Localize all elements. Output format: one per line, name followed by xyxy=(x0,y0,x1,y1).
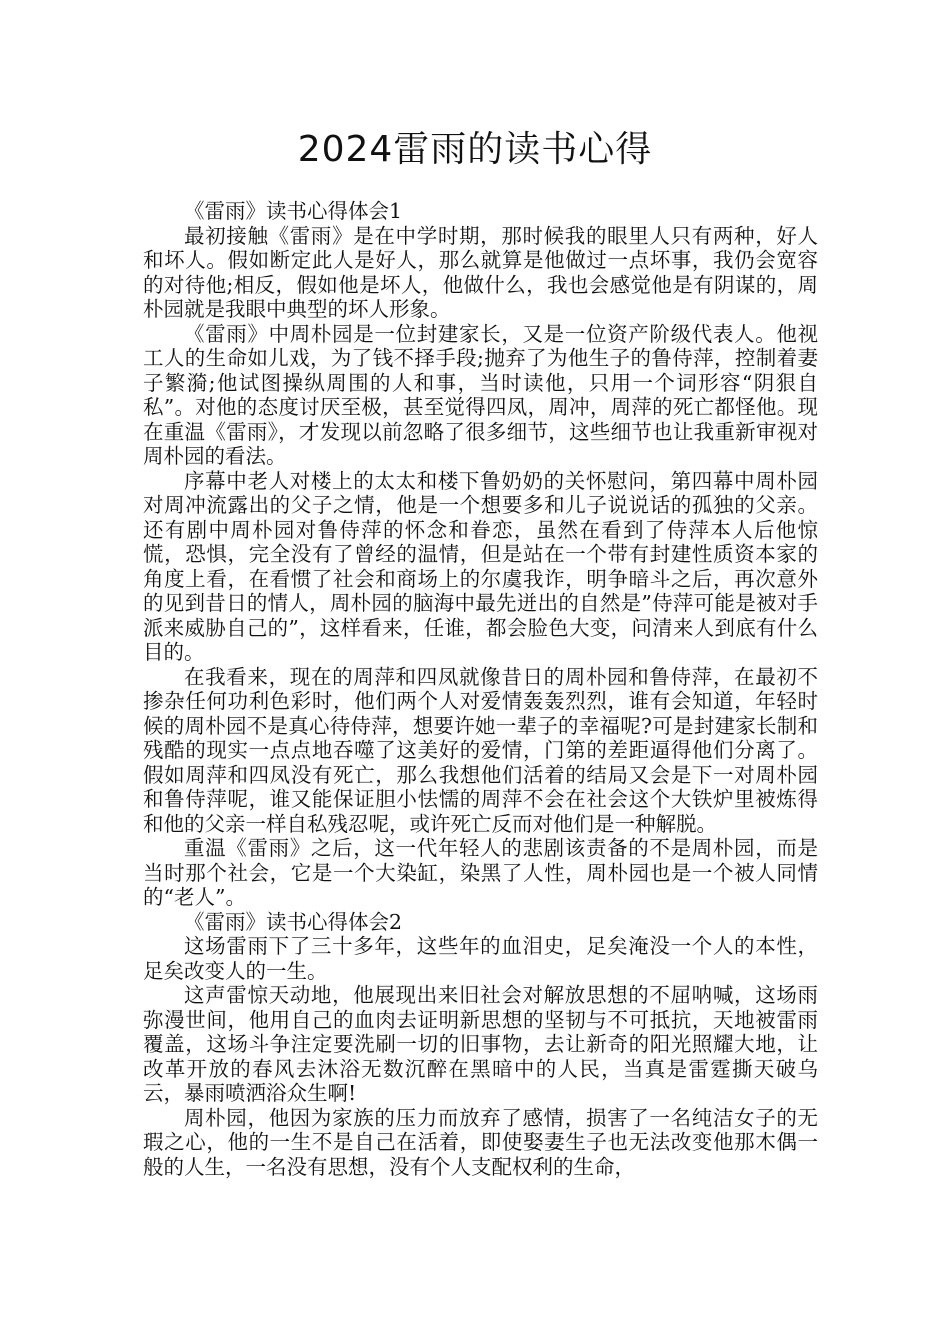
paragraph: 周朴园，他因为家族的压力而放弃了感情，损害了一名纯洁女子的无瑕之心，他的一生不是自己在活着，即使娶妻生子也无法改变他那木偶一般的人生，一名没有思想，没有个人支配权利的生命， xyxy=(143,1105,818,1179)
paragraph: 最初接触《雷雨》是在中学时期，那时候我的眼里人只有两种，好人和坏人。假如断定此人是好人，那么就算是他做过一点坏事，我仍会宽容的对待他;相反，假如他是坏人，他做什么，我也会感觉他是有阴谋的，周朴园就是我眼中典型的坏人形象。 xyxy=(143,223,818,321)
paragraph: 重温《雷雨》之后，这一代年轻人的悲剧该责备的不是周朴园，而是当时那个社会，它是一个大染缸，染黑了人性，周朴园也是一个被人同情的“老人”。 xyxy=(143,836,818,909)
section-heading-2: 《雷雨》读书心得体会2 xyxy=(184,909,403,934)
section-heading-1: 《雷雨》读书心得体会1 xyxy=(184,199,403,223)
document-title: 2024雷雨的读书心得 xyxy=(297,129,653,170)
paragraph: 这场雷雨下了三十多年，这些年的血泪史，足矣淹没一个人的本性，足矣改变人的一生。 xyxy=(143,934,818,983)
paragraph: 《雷雨》中周朴园是一位封建家长，又是一位资产阶级代表人。他视工人的生命如儿戏，为了钱不择手段;抛弃了为他生子的鲁侍萍，控制着妻子繁漪;他试图操纵周围的人和事，当时读他，只用一个词形容“阴狠自私”。对他的态度讨厌至极，甚至觉得四凤，周冲，周萍的死亡都怪他。现在重温《雷雨》，才发现以前忽略了很多细节，这些细节也让我重新审视对周朴园的看法。 xyxy=(143,321,818,468)
paragraph: 在我看来，现在的周萍和四凤就像昔日的周朴园和鲁侍萍，在最初不掺杂任何功利色彩时，他们两个人对爱情轰轰烈烈，谁有会知道，年轻时候的周朴园不是真心待侍萍，想要许她一辈子的幸福呢?可是封建家长制和残酷的现实一点点地吞噬了这美好的爱情，门第的差距逼得他们分离了。假如周萍和四凤没有死亡，那么我想他们活着的结局又会是下一对周朴园和鲁侍萍呢，谁又能保证胆小怯懦的周萍不会在社会这个大铁炉里被炼得和他的父亲一样自私残忍呢，或许死亡反而对他们是一种解脱。 xyxy=(143,664,818,836)
paragraph: 序幕中老人对楼上的太太和楼下鲁奶奶的关怀慰问，第四幕中周朴园对周冲流露出的父子之情，他是一个想要多和儿子说说话的孤独的父亲。还有剧中周朴园对鲁侍萍的怀念和眷恋，虽然在看到了侍萍本人后他惊慌，恐惧，完全没有了曾经的温情，但是站在一个带有封建性质资本家的角度上看，在看惯了社会和商场上的尔虞我诈，明争暗斗之后，再次意外的见到昔日的情人，周朴园的脑海中最先迸出的自然是”侍萍可能是被对手派来威胁自己的”，这样看来，任谁，都会脸色大变，问清来人到底有什么目的。 xyxy=(143,468,818,664)
document-body xyxy=(143,199,818,1179)
paragraph: 这声雷惊天动地，他展现出来旧社会对解放思想的不屈呐喊，这场雨弥漫世间，他用自己的血肉去证明新思想的坚韧与不可抵抗，天地被雷雨覆盖，这场斗争注定要洗刷一切的旧事物，去让新奇的阳光照耀大地，让改革开放的春风去沐浴无数沉醉在黑暗中的人民，当真是雷霆撕天破乌云，暴雨喷洒浴众生啊! xyxy=(143,983,818,1105)
